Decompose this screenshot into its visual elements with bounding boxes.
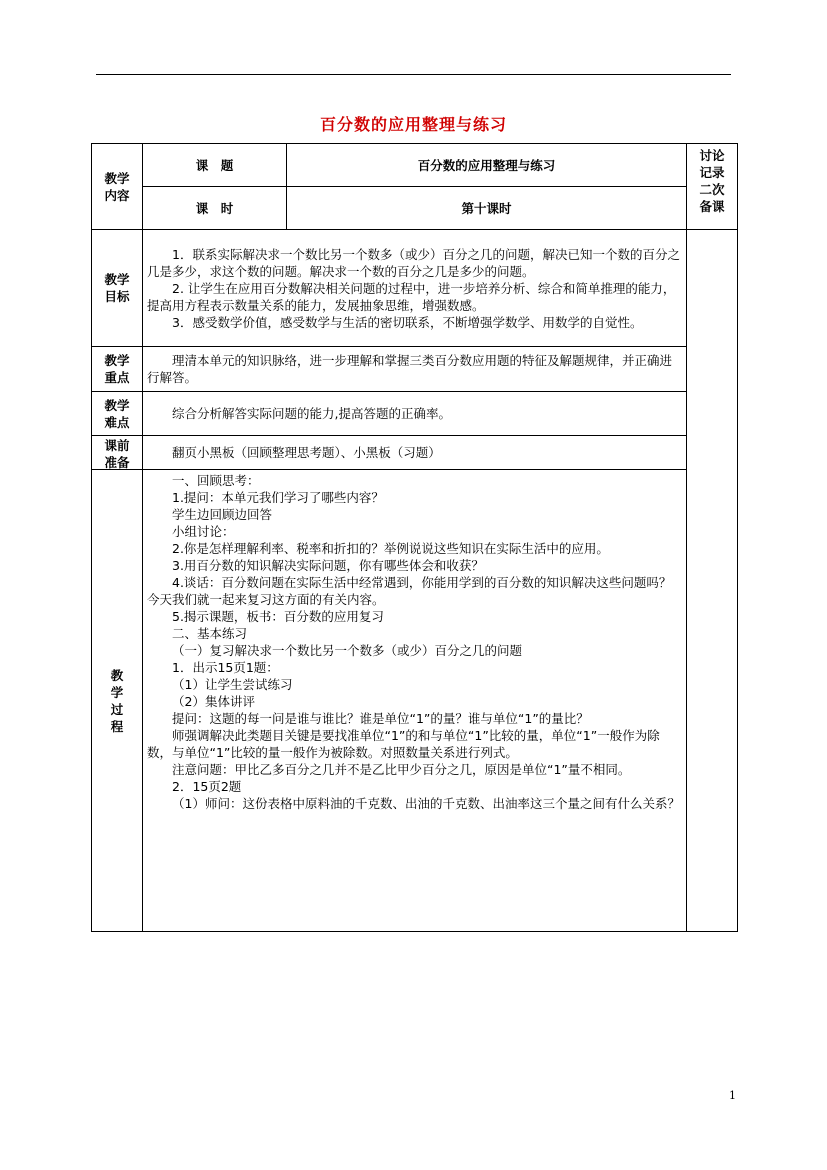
goal-item: 2. 让学生在应用百分数解决相关问题的过程中，进一步培养分析、综合和简单推理的能力，提高用方程表示数量关系的能力，发展抽象思维，增强数感。 bbox=[147, 280, 676, 313]
goals-content bbox=[143, 230, 687, 347]
process-line: 学生边回顾边回答 bbox=[172, 507, 273, 522]
period-label: 课 时 bbox=[143, 187, 287, 230]
topic-value: 百分数的应用整理与练习 bbox=[287, 144, 687, 187]
process-label: 教 学 过 程 bbox=[92, 470, 143, 932]
goal-item: 3．感受数学价值，感受数学与生活的密切联系，不断增强学数学、用数学的自觉性。 bbox=[172, 314, 643, 330]
process-line: （1）让学生尝试练习 bbox=[172, 677, 293, 692]
process-row bbox=[92, 470, 738, 932]
process-line: 提问：这题的每一问是谁与谁比？谁是单位“1”的量？谁与单位“1”的量比？ bbox=[172, 711, 589, 726]
lesson-plan-table bbox=[91, 143, 738, 932]
side-notes-label: 讨论 记录 二次 备课 bbox=[687, 144, 738, 230]
header-rule bbox=[96, 74, 731, 75]
process-content bbox=[143, 470, 687, 932]
key-points-row bbox=[92, 347, 738, 392]
side-notes-area bbox=[687, 230, 738, 932]
process-line: 3.用百分数的知识解决实际问题，你有哪些体会和收获？ bbox=[172, 558, 484, 573]
process-line: 4.谈话：百分数问题在实际生活中经常遇到，你能用学到的百分数的知识解决这些问题吗？今天我们就一起来复习这方面的有关内容。 bbox=[147, 575, 672, 607]
process-line: （一）复习解决求一个数比另一个数多（或少）百分之几的问题 bbox=[172, 643, 523, 658]
process-line: 一、回顾思考： bbox=[172, 473, 260, 488]
preparation-row bbox=[92, 436, 738, 470]
document-title: 百分数的应用整理与练习 bbox=[319, 115, 507, 134]
key-points-label: 教学 重点 bbox=[92, 347, 143, 392]
process-line: 1.提问：本单元我们学习了哪些内容？ bbox=[172, 490, 384, 505]
process-line: 师强调解决此类题目关键是要找准单位“1”的和与单位“1”比较的量，单位“1”一般作为除数，与单位“1”比较的量一般作为被除数。对照数量关系进行列式。 bbox=[147, 728, 660, 760]
period-row bbox=[92, 187, 738, 230]
process-line: 小组讨论： bbox=[172, 524, 235, 539]
preparation-label: 课前 准备 bbox=[92, 436, 143, 470]
process-line: 二、基本练习 bbox=[172, 626, 248, 641]
process-line: （1）师问：这份表格中原料油的千克数、出油的千克数、出油率这三个量之间有什么关系？ bbox=[172, 796, 680, 811]
process-line: 2.你是怎样理解利率、税率和折扣的？举例说说这些知识在实际生活中的应用。 bbox=[172, 541, 609, 556]
process-line: 2．15页2题 bbox=[172, 779, 242, 794]
process-line: 注意问题：甲比乙多百分之几并不是乙比甲少百分之几，原因是单位“1”量不相同。 bbox=[172, 762, 631, 777]
goal-item: 1．联系实际解决求一个数比另一个数多（或少）百分之几的问题，解决已知一个数的百分之几是多少，求这个数的问题。解决求一个数的百分之几是多少的问题。 bbox=[147, 246, 680, 279]
period-value: 第十课时 bbox=[287, 187, 687, 230]
key-points-content: 理清本单元的知识脉络，进一步理解和掌握三类百分数应用题的特征及解题规律，并正确进行解答。 bbox=[143, 347, 687, 392]
page-number: 1 bbox=[729, 1089, 736, 1102]
section-label: 教学 内容 bbox=[92, 144, 143, 230]
difficulties-label: 教学 难点 bbox=[92, 392, 143, 436]
process-line: 1．出示15页1题： bbox=[172, 660, 279, 675]
topic-label: 课 题 bbox=[143, 144, 287, 187]
goals-row bbox=[92, 230, 738, 347]
process-line: （2）集体讲评 bbox=[172, 694, 255, 709]
preparation-content: 翻页小黑板（回顾整理思考题）、小黑板（习题） bbox=[143, 436, 687, 470]
process-line: 5.揭示课题，板书：百分数的应用复习 bbox=[172, 609, 384, 624]
topic-row bbox=[92, 144, 738, 187]
difficulties-row bbox=[92, 392, 738, 436]
difficulties-content: 综合分析解答实际问题的能力,提高答题的正确率。 bbox=[143, 392, 687, 436]
goals-label: 教学 目标 bbox=[92, 230, 143, 347]
process-lines bbox=[147, 472, 682, 812]
